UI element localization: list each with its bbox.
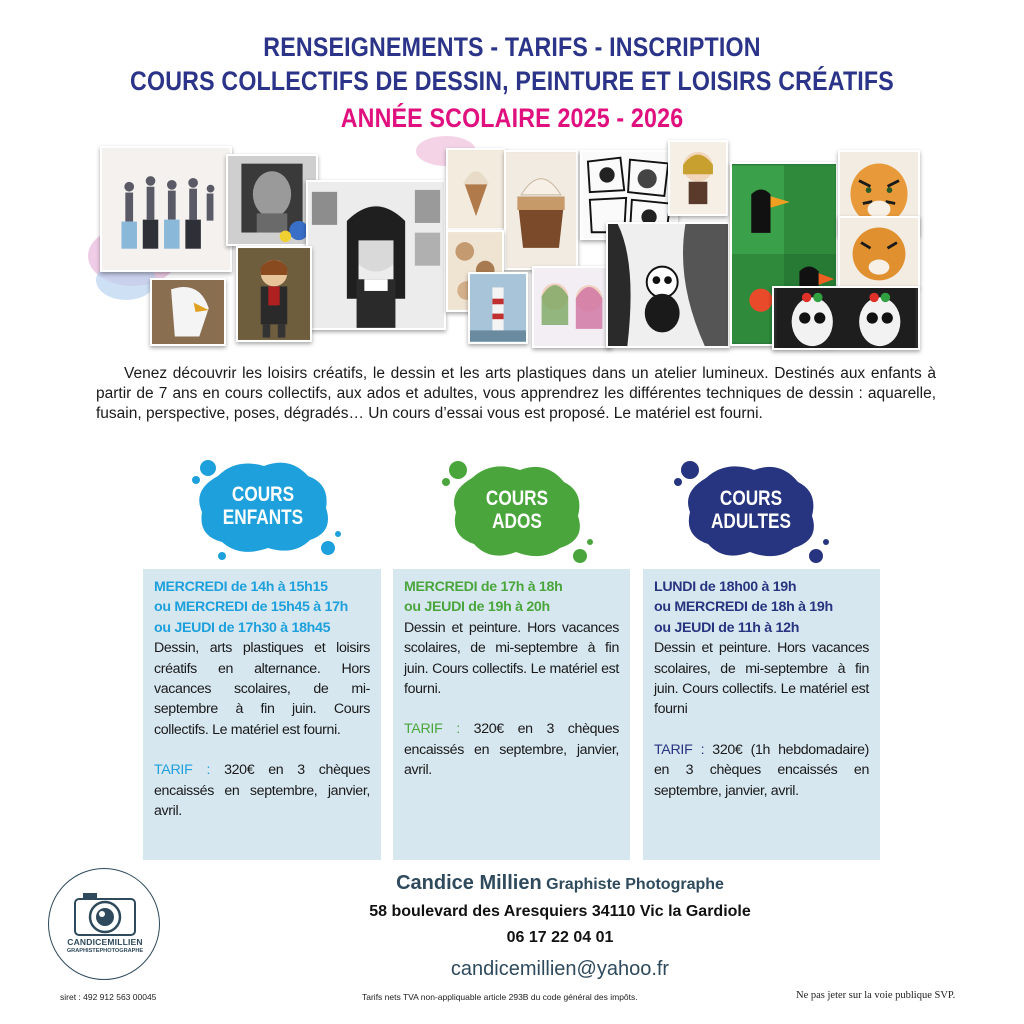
artwork-lighthouse bbox=[468, 272, 528, 344]
tarif-label: TARIF : bbox=[154, 762, 211, 779]
badge-cours-enfants bbox=[178, 448, 348, 563]
artwork-tiger-bottom bbox=[838, 216, 920, 288]
artwork-collage bbox=[96, 140, 932, 352]
artwork-harry-potter bbox=[236, 246, 312, 342]
tarif-label: TARIF : bbox=[654, 741, 705, 758]
schedule-line: MERCREDI de 14h à 15h15 bbox=[154, 579, 328, 595]
tarif-label: TARIF : bbox=[404, 721, 460, 738]
badge-cours-adultes bbox=[666, 452, 836, 567]
tva-notice: Tarifs nets TVA non-appliquable article 293B du code général des impôts. bbox=[362, 992, 638, 1002]
schedule-line: MERCREDI de 17h à 18h bbox=[404, 579, 563, 595]
tarif-text: 320€ en 3 chèques encaissés en septembre, janvier, avril. bbox=[404, 721, 619, 779]
badge-line-2: ADULTES bbox=[710, 509, 792, 533]
tarif-text: 320€ en 3 chèques encaissés en septembre, janvier, avril. bbox=[154, 762, 370, 820]
artwork-skull-masks bbox=[772, 286, 920, 350]
tarif-text: 320€ (1h hebdomadaire) en 3 chèques encaissés en septembre, janvier, avril. bbox=[654, 741, 869, 799]
title-year: ANNÉE SCOLAIRE 2025 - 2026 bbox=[340, 103, 684, 133]
badge-cours-ados bbox=[432, 452, 602, 567]
camera-icon bbox=[49, 869, 161, 981]
logo-name: CANDICEMILLIEN bbox=[67, 937, 143, 947]
artwork-panda bbox=[606, 222, 730, 348]
badge-line-1: COURS bbox=[231, 482, 295, 506]
schedule-line: ou JEUDI de 11h à 12h bbox=[654, 619, 800, 636]
photographer-logo bbox=[48, 868, 160, 980]
contact-phone: 06 17 22 04 01 bbox=[506, 929, 614, 946]
siret-number: siret : 492 912 563 00045 bbox=[60, 992, 157, 1002]
artwork-wednesday bbox=[306, 180, 446, 330]
intro-paragraph: Venez découvrir les loisirs créatifs, le dessin et les arts plastiques dans un atelier lumineux. Destinés aux enfants à partir de 7 ans en cours collectifs, aux ados et adultes, vous apprendrez les différentes techniques de dessin : aquarelle, fusain, perspective, poses, dégradés… Un cours d’essai vous est proposé. Le matériel est fourni. bbox=[96, 365, 936, 422]
badge-line-2: ADOS bbox=[492, 509, 542, 533]
contact-address: 58 boulevard des Aresquiers 34110 Vic la Gardiole bbox=[369, 903, 751, 920]
course-description: Dessin et peinture. Hors vacances scolaires, de mi-septembre à fin juin. Cours collectifs. Le matériel est fourni. bbox=[404, 619, 619, 698]
artwork-icecream bbox=[446, 148, 506, 230]
logo-role: GRAPHISTEPHOTOGRAPHE bbox=[66, 948, 144, 954]
artwork-coffee bbox=[504, 150, 578, 270]
schedule-line: ou MERCREDI de 15h45 à 17h bbox=[154, 599, 349, 616]
course-box-enfants bbox=[143, 569, 381, 860]
schedule-line: LUNDI de 18h00 à 19h bbox=[654, 579, 797, 595]
schedule-line: ou JEUDI de 17h30 à 18h45 bbox=[154, 619, 331, 636]
course-box-adultes bbox=[643, 569, 880, 860]
title-line-2: COURS COLLECTIFS DE DESSIN, PEINTURE ET LOISIRS CRÉATIFS bbox=[130, 66, 894, 96]
course-box-ados bbox=[393, 569, 630, 860]
artwork-eagle bbox=[150, 278, 226, 346]
badge-line-1: COURS bbox=[485, 486, 549, 510]
schedule-line: ou MERCREDI de 18h à 19h bbox=[654, 599, 833, 616]
badge-line-2: ENFANTS bbox=[222, 505, 304, 529]
artwork-dancers bbox=[100, 146, 232, 272]
artwork-portrait bbox=[226, 154, 318, 246]
artwork-chibi bbox=[668, 140, 728, 216]
schedule-line: ou JEUDI de 19h à 20h bbox=[404, 599, 550, 616]
title-line-1: RENSEIGNEMENTS - TARIFS - INSCRIPTION bbox=[263, 32, 761, 62]
contact-name: Candice Millien Graphiste Photographe bbox=[396, 872, 724, 894]
course-description: Dessin et peinture. Hors vacances scolaires, de mi-septembre à fin juin. Cours collectifs. Le matériel est fourni bbox=[654, 640, 869, 718]
badge-line-1: COURS bbox=[719, 486, 783, 510]
litter-notice: Ne pas jeter sur la voie publique SVP. bbox=[796, 990, 956, 1001]
artwork-manga-girls bbox=[532, 266, 612, 348]
course-description: Dessin, arts plastiques et loisirs créatifs en alternance. Hors vacances scolaires, de mi-septembre à fin juin. Cours collectifs. Le matériel est fourni. bbox=[154, 640, 370, 738]
contact-email[interactable]: candicemillien@yahoo.fr bbox=[450, 958, 670, 980]
